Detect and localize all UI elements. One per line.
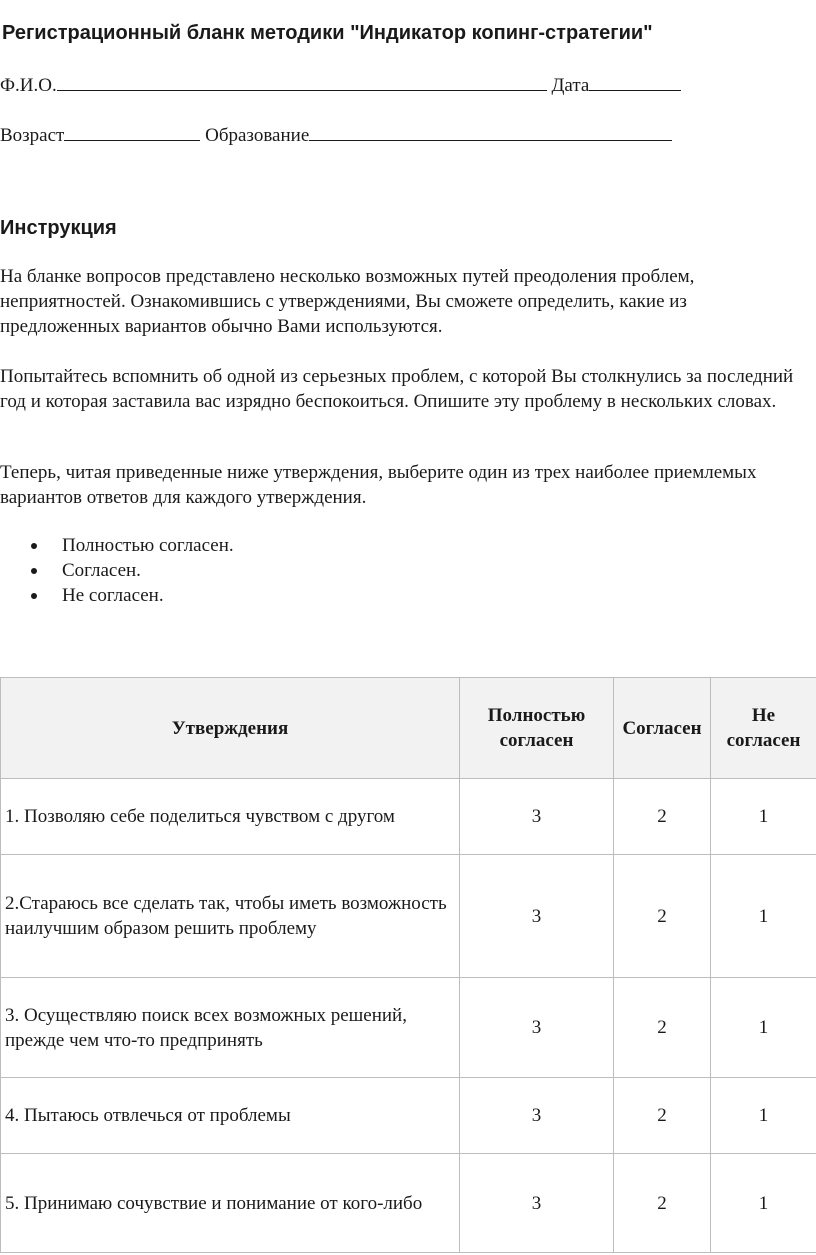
table-row xyxy=(1,978,816,1078)
statement-cell: 5. Принимаю сочувствие и понимание от кого-либо xyxy=(1,1154,460,1253)
instruction-heading: Инструкция xyxy=(0,217,117,239)
agree-cell[interactable]: 2 xyxy=(614,1078,711,1154)
statement-cell: 3. Осуществляю поиск всех возможных решений, прежде чем что-то предпринять xyxy=(1,978,460,1078)
agree-cell[interactable]: 2 xyxy=(614,1154,711,1253)
answer-options-list xyxy=(0,533,234,608)
table-row xyxy=(1,779,816,855)
answer-option-label: Не согласен. xyxy=(62,585,164,606)
header-fully-agree: Полностью согласен xyxy=(460,678,614,779)
agree-cell[interactable]: 2 xyxy=(614,779,711,855)
table-header-row xyxy=(1,678,816,779)
fio-blank xyxy=(57,72,547,91)
disagree-cell[interactable]: 1 xyxy=(711,855,816,978)
answer-option xyxy=(0,533,234,558)
answer-option xyxy=(0,558,234,583)
education-label: Образование xyxy=(205,125,310,146)
education-blank xyxy=(309,122,672,141)
answer-option xyxy=(0,583,234,608)
bullet-icon xyxy=(31,593,37,599)
header-statements: Утверждения xyxy=(1,678,460,779)
fully-agree-cell[interactable]: 3 xyxy=(460,779,614,855)
fully-agree-cell[interactable]: 3 xyxy=(460,1154,614,1253)
table-row xyxy=(1,855,816,978)
agree-cell[interactable]: 2 xyxy=(614,855,711,978)
answer-option-label: Согласен. xyxy=(62,560,141,581)
date-label: Дата xyxy=(551,75,590,96)
statements-table xyxy=(0,677,816,1253)
disagree-cell[interactable]: 1 xyxy=(711,978,816,1078)
age-label: Возраст xyxy=(0,125,65,146)
table-row xyxy=(1,1154,816,1253)
disagree-cell[interactable]: 1 xyxy=(711,779,816,855)
header-agree: Согласен xyxy=(614,678,711,779)
table-row xyxy=(1,1078,816,1154)
fio-label: Ф.И.О. xyxy=(0,75,57,96)
instruction-paragraph-1: На бланке вопросов представлено несколько возможных путей преодоления проблем, неприятностей. Ознакомившись с утверждениями, Вы сможете определить, какие из предложенных вариантов обычно Вами используются. xyxy=(0,266,695,337)
answer-option-label: Полностью согласен. xyxy=(62,535,234,556)
bullet-icon xyxy=(31,568,37,574)
header-disagree: Не согласен xyxy=(711,678,816,779)
bullet-icon xyxy=(31,543,37,549)
fully-agree-cell[interactable]: 3 xyxy=(460,978,614,1078)
statement-cell: 2.Стараюсь все сделать так, чтобы иметь возможность наилучшим образом решить проблему xyxy=(1,855,460,978)
form-title: Регистрационный бланк методики "Индикатор копинг-стратегии" xyxy=(2,22,653,44)
date-blank xyxy=(589,72,681,91)
age-blank xyxy=(64,122,200,141)
statement-cell: 1. Позволяю себе поделиться чувством с другом xyxy=(1,779,460,855)
disagree-cell[interactable]: 1 xyxy=(711,1078,816,1154)
agree-cell[interactable]: 2 xyxy=(614,978,711,1078)
name-date-line xyxy=(0,72,681,97)
fully-agree-cell[interactable]: 3 xyxy=(460,1078,614,1154)
instruction-paragraph-2: Попытайтесь вспомнить об одной из серьезных проблем, с которой Вы столкнулись за последний год и которая заставила вас изрядно беспокоиться. Опишите эту проблему в нескольких словах. xyxy=(0,366,794,412)
age-education-line xyxy=(0,122,672,147)
statement-cell: 4. Пытаюсь отвлечься от проблемы xyxy=(1,1078,460,1154)
disagree-cell[interactable]: 1 xyxy=(711,1154,816,1253)
fully-agree-cell[interactable]: 3 xyxy=(460,855,614,978)
instruction-paragraph-3: Теперь, читая приведенные ниже утверждения, выберите один из трех наиболее приемлемых вариантов ответов для каждого утверждения. xyxy=(0,462,757,508)
